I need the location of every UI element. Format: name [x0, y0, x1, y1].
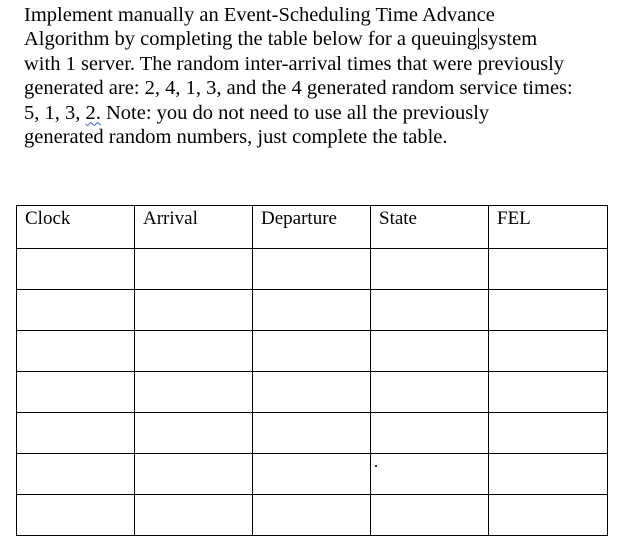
table-cell-fel[interactable]: [489, 249, 608, 290]
table-cell-clock[interactable]: [17, 413, 135, 454]
table-cell-state[interactable]: [371, 290, 489, 331]
table-cell-state[interactable]: [371, 495, 489, 536]
table-cell-fel[interactable]: [489, 495, 608, 536]
question-line-5-end: Note: you do not need to use all the previously: [100, 101, 490, 124]
table-cell-departure[interactable]: [253, 249, 371, 290]
question-line-1: Implement manually an Event-Scheduling Time Advance: [24, 4, 495, 26]
table-cell-state[interactable]: [371, 413, 489, 454]
table-cell-arrival[interactable]: [135, 454, 253, 495]
table-cell-departure[interactable]: [253, 372, 371, 413]
table-cell-arrival[interactable]: [135, 249, 253, 290]
header-departure: Departure: [253, 206, 371, 249]
question-line-5: [24, 101, 614, 125]
question-line-2: [24, 27, 614, 51]
table-cell-state[interactable]: [371, 372, 489, 413]
table-cell-departure[interactable]: [253, 413, 371, 454]
table-cell-clock[interactable]: [17, 454, 135, 495]
table-cell-fel[interactable]: [489, 331, 608, 372]
header-arrival: Arrival: [135, 206, 253, 249]
table-row: [17, 249, 608, 290]
table-cell-clock[interactable]: [17, 249, 135, 290]
table-row: [17, 454, 608, 495]
table-cell-clock[interactable]: [17, 290, 135, 331]
table-header-row: [17, 206, 608, 249]
question-text: [24, 3, 614, 149]
stray-dot: [375, 465, 377, 467]
question-line-5-start: 5, 1, 3,: [24, 101, 86, 124]
table-cell-arrival[interactable]: [135, 290, 253, 331]
header-clock: Clock: [17, 206, 135, 249]
table-row: [17, 413, 608, 454]
question-line-2-end: system: [480, 28, 538, 51]
table-row: [17, 290, 608, 331]
table-cell-fel[interactable]: [489, 413, 608, 454]
table-cell-arrival[interactable]: [135, 372, 253, 413]
table-cell-arrival[interactable]: [135, 331, 253, 372]
spellcheck-flagged-text: 2.: [85, 101, 101, 124]
table-cell-departure[interactable]: [253, 331, 371, 372]
table-cell-departure[interactable]: [253, 495, 371, 536]
header-state: State: [371, 206, 489, 249]
table-cell-state[interactable]: [371, 249, 489, 290]
table-cell-departure[interactable]: [253, 454, 371, 495]
question-line-6: generated random numbers, just complete the table.: [24, 126, 448, 149]
table-cell-clock[interactable]: [17, 331, 135, 372]
table-cell-fel[interactable]: [489, 454, 608, 495]
table-cell-state[interactable]: [371, 331, 489, 372]
scheduling-table: [16, 205, 608, 536]
question-line-2-text: Algorithm by completing the table below for a queuing: [24, 28, 478, 51]
table-cell-arrival[interactable]: [135, 413, 253, 454]
table-row: [17, 372, 608, 413]
table-cell-departure[interactable]: [253, 290, 371, 331]
table-cell-clock[interactable]: [17, 372, 135, 413]
table-cell-arrival[interactable]: [135, 495, 253, 536]
question-line-4: generated are: 2, 4, 1, 3, and the 4 generated random service times:: [24, 77, 573, 100]
table-row: [17, 495, 608, 536]
header-fel: FEL: [489, 206, 608, 249]
question-line-3: with 1 server. The random inter-arrival times that were previously: [24, 52, 565, 75]
table-cell-clock[interactable]: [17, 495, 135, 536]
table-cell-state[interactable]: [371, 454, 489, 495]
table-cell-fel[interactable]: [489, 372, 608, 413]
table-cell-fel[interactable]: [489, 290, 608, 331]
table-row: [17, 331, 608, 372]
